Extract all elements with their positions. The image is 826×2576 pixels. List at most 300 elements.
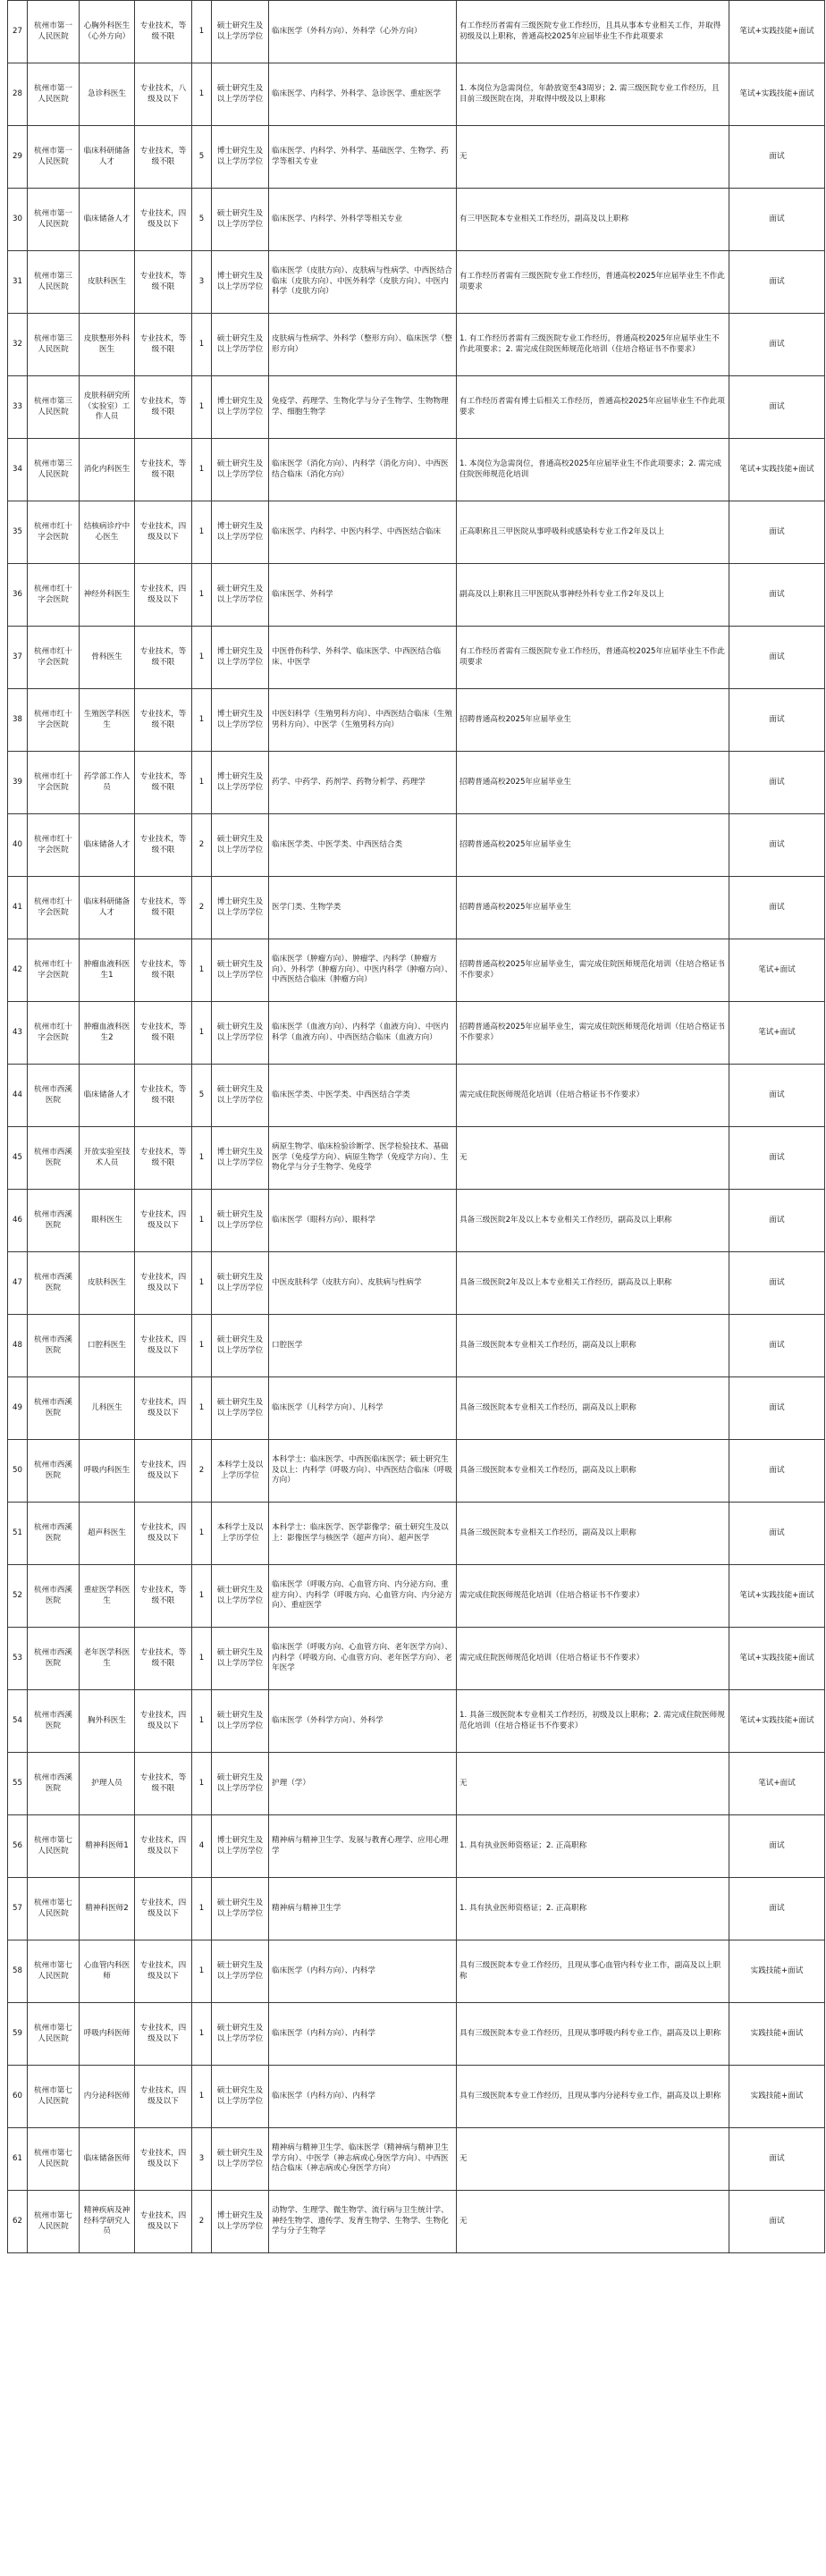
cell-education: 博士研究生及以上学历学位	[212, 752, 269, 814]
cell-exam-method: 面试	[729, 2128, 825, 2191]
cell-unit: 杭州市红十字会医院	[28, 627, 80, 689]
cell-education: 博士研究生及以上学历学位	[212, 2191, 269, 2253]
cell-post-type: 专业技术，等级不限	[135, 1, 192, 63]
cell-number: 57	[8, 1878, 28, 1940]
cell-post-name: 皮肤整形外科医生	[80, 314, 135, 376]
cell-post-name: 肿瘤血液科医生1	[80, 939, 135, 1002]
cell-exam-method: 实践技能+面试	[729, 2066, 825, 2128]
cell-requirements: 1. 本岗位为急需岗位，普通高校2025年应届毕业生不作此项要求；2. 需完成住院医师规范化培训	[457, 439, 729, 501]
cell-number: 33	[8, 376, 28, 439]
cell-headcount: 1	[192, 2066, 212, 2128]
cell-post-name: 胸外科医生	[80, 1690, 135, 1753]
cell-number: 53	[8, 1628, 28, 1690]
cell-post-type: 专业技术，等级不限	[135, 814, 192, 877]
cell-post-type: 专业技术，等级不限	[135, 1753, 192, 1815]
cell-education: 硕士研究生及以上学历学位	[212, 1565, 269, 1628]
cell-requirements: 招聘普通高校2025年应届毕业生	[457, 752, 729, 814]
cell-post-name: 皮肤科医生	[80, 251, 135, 314]
cell-headcount: 1	[192, 1315, 212, 1377]
cell-post-name: 重症医学科医生	[80, 1565, 135, 1628]
cell-education: 硕士研究生及以上学历学位	[212, 314, 269, 376]
cell-unit: 杭州市西溪医院	[28, 1377, 80, 1440]
cell-major: 病原生物学、临床检验诊断学、医学检验技术、基础医学（免疫学方向）、病原生物学（免疫学方向）、生物化学与分子生物学、免疫学	[269, 1127, 457, 1190]
cell-headcount: 4	[192, 1815, 212, 1878]
cell-number: 60	[8, 2066, 28, 2128]
cell-major: 临床医学、内科学、外科学、基础医学、生物学、药学等相关专业	[269, 126, 457, 189]
table-row	[8, 439, 825, 501]
cell-education: 硕士研究生及以上学历学位	[212, 63, 269, 126]
cell-education: 硕士研究生及以上学历学位	[212, 1628, 269, 1690]
cell-education: 硕士研究生及以上学历学位	[212, 939, 269, 1002]
cell-exam-method: 面试	[729, 752, 825, 814]
cell-education: 硕士研究生及以上学历学位	[212, 1315, 269, 1377]
cell-unit: 杭州市第七人民医院	[28, 2191, 80, 2253]
cell-education: 本科学士及以上学历学位	[212, 1440, 269, 1503]
cell-headcount: 1	[192, 63, 212, 126]
cell-post-type: 专业技术，等级不限	[135, 251, 192, 314]
cell-headcount: 1	[192, 564, 212, 627]
cell-requirements: 需完成住院医师规范化培训（住培合格证书不作要求）	[457, 1628, 729, 1690]
cell-education: 硕士研究生及以上学历学位	[212, 1002, 269, 1065]
cell-exam-method: 面试	[729, 877, 825, 939]
cell-requirements: 1. 具有执业医师资格证；2. 正高职称	[457, 1815, 729, 1878]
cell-post-type: 专业技术，四级及以下	[135, 2128, 192, 2191]
cell-major: 临床医学（肿瘤方向）、肿瘤学、内科学（肿瘤方向）、外科学（肿瘤方向）、中医内科学（肿瘤方向）、中西医结合临床（肿瘤方向）	[269, 939, 457, 1002]
cell-number: 41	[8, 877, 28, 939]
cell-post-name: 心胸外科医生（心外方向）	[80, 1, 135, 63]
cell-post-type: 专业技术，四级及以下	[135, 2066, 192, 2128]
cell-unit: 杭州市西溪医院	[28, 1127, 80, 1190]
cell-post-name: 消化内科医生	[80, 439, 135, 501]
cell-exam-method: 面试	[729, 1252, 825, 1315]
cell-number: 62	[8, 2191, 28, 2253]
table-body	[8, 1, 825, 2253]
cell-unit: 杭州市西溪医院	[28, 1315, 80, 1377]
cell-post-type: 专业技术，四级及以下	[135, 1878, 192, 1940]
cell-requirements: 有三甲医院本专业相关工作经历，副高及以上职称	[457, 189, 729, 251]
cell-number: 35	[8, 501, 28, 564]
table-row	[8, 63, 825, 126]
cell-requirements: 1. 具备三级医院本专业相关工作经历，初级及以上职称；2. 需完成住院医师规范化培训（住培合格证书不作要求）	[457, 1690, 729, 1753]
cell-number: 32	[8, 314, 28, 376]
cell-number: 42	[8, 939, 28, 1002]
cell-headcount: 1	[192, 1690, 212, 1753]
cell-major: 动物学、生理学、微生物学、流行病与卫生统计学、神经生物学、遗传学、发育生物学、生物学、生物化学与分子生物学	[269, 2191, 457, 2253]
table-row	[8, 1440, 825, 1503]
cell-unit: 杭州市第一人民医院	[28, 63, 80, 126]
table-row	[8, 689, 825, 752]
cell-post-type: 专业技术，等级不限	[135, 314, 192, 376]
table-row	[8, 314, 825, 376]
cell-headcount: 1	[192, 1753, 212, 1815]
cell-requirements: 具有三级医院本专业工作经历，且现从事内分泌科专业工作，副高及以上职称	[457, 2066, 729, 2128]
cell-education: 博士研究生及以上学历学位	[212, 376, 269, 439]
table-row	[8, 877, 825, 939]
cell-exam-method: 实践技能+面试	[729, 2003, 825, 2066]
cell-unit: 杭州市西溪医院	[28, 1690, 80, 1753]
table-row	[8, 2066, 825, 2128]
cell-unit: 杭州市第七人民医院	[28, 1815, 80, 1878]
cell-exam-method: 面试	[729, 251, 825, 314]
cell-post-name: 急诊科医生	[80, 63, 135, 126]
cell-post-type: 专业技术，等级不限	[135, 1002, 192, 1065]
table-row	[8, 1315, 825, 1377]
table-row	[8, 1565, 825, 1628]
cell-number: 34	[8, 439, 28, 501]
cell-major: 临床医学（内科方向）、内科学	[269, 2066, 457, 2128]
cell-unit: 杭州市第七人民医院	[28, 1878, 80, 1940]
cell-exam-method: 笔试+面试	[729, 1002, 825, 1065]
cell-exam-method: 面试	[729, 189, 825, 251]
cell-major: 精神病与精神卫生学、发展与教育心理学、应用心理学	[269, 1815, 457, 1878]
cell-post-name: 护理人员	[80, 1753, 135, 1815]
cell-number: 61	[8, 2128, 28, 2191]
cell-major: 中医皮肤科学（皮肤方向）、皮肤病与性病学	[269, 1252, 457, 1315]
cell-major: 精神病与精神卫生学	[269, 1878, 457, 1940]
cell-exam-method: 笔试+面试	[729, 939, 825, 1002]
cell-exam-method: 面试	[729, 1503, 825, 1565]
cell-education: 硕士研究生及以上学历学位	[212, 2003, 269, 2066]
cell-exam-method: 面试	[729, 1440, 825, 1503]
cell-exam-method: 笔试+实践技能+面试	[729, 63, 825, 126]
cell-major: 临床医学（呼吸方向、心血管方向、老年医学方向）、内科学（呼吸方向、心血管方向、老年医学方向）、老年医学	[269, 1628, 457, 1690]
cell-requirements: 无	[457, 2191, 729, 2253]
cell-post-type: 专业技术，四级及以下	[135, 1315, 192, 1377]
cell-major: 本科学士：临床医学、医学影像学；硕士研究生及以上：影像医学与核医学（超声方向）、超声医学	[269, 1503, 457, 1565]
cell-education: 博士研究生及以上学历学位	[212, 1815, 269, 1878]
cell-unit: 杭州市第七人民医院	[28, 2128, 80, 2191]
cell-unit: 杭州市西溪医院	[28, 1065, 80, 1127]
cell-number: 28	[8, 63, 28, 126]
table-row	[8, 501, 825, 564]
cell-post-type: 专业技术，四级及以下	[135, 1503, 192, 1565]
cell-requirements: 具有三级医院本专业工作经历，且现从事呼吸内科专业工作，副高及以上职称	[457, 2003, 729, 2066]
cell-post-type: 专业技术，四级及以下	[135, 1190, 192, 1252]
cell-requirements: 招聘普通高校2025年应届毕业生	[457, 814, 729, 877]
cell-headcount: 1	[192, 376, 212, 439]
cell-post-type: 专业技术，四级及以下	[135, 1252, 192, 1315]
cell-major: 临床医学（皮肤方向）、皮肤病与性病学、中西医结合临床（皮肤方向）、中医外科学（皮肤方向）、中医内科学（皮肤方向）	[269, 251, 457, 314]
cell-unit: 杭州市第三人民医院	[28, 376, 80, 439]
cell-requirements: 有工作经历者需有三级医院专业工作经历，且具从事本专业相关工作，并取得初级及以上职称，普通高校2025年应届毕业生不作此项要求	[457, 1, 729, 63]
cell-number: 39	[8, 752, 28, 814]
cell-post-name: 神经外科医生	[80, 564, 135, 627]
cell-unit: 杭州市西溪医院	[28, 1440, 80, 1503]
cell-post-type: 专业技术，等级不限	[135, 689, 192, 752]
cell-number: 54	[8, 1690, 28, 1753]
cell-exam-method: 笔试+实践技能+面试	[729, 1565, 825, 1628]
cell-major: 临床医学、内科学、外科学、急诊医学、重症医学	[269, 63, 457, 126]
cell-major: 皮肤病与性病学、外科学（整形方向）、临床医学（整形方向）	[269, 314, 457, 376]
cell-requirements: 1. 本岗位为急需岗位，年龄放宽至43周岁；2. 需三级医院专业工作经历，且目前三级医院在岗，并取得中级及以上职称	[457, 63, 729, 126]
cell-exam-method: 笔试+面试	[729, 1753, 825, 1815]
cell-unit: 杭州市第三人民医院	[28, 439, 80, 501]
cell-unit: 杭州市第七人民医院	[28, 1940, 80, 2003]
cell-unit: 杭州市红十字会医院	[28, 501, 80, 564]
cell-requirements: 具备三级医院本专业相关工作经历，副高及以上职称	[457, 1503, 729, 1565]
cell-number: 30	[8, 189, 28, 251]
cell-major: 临床医学（血液方向）、内科学（血液方向）、中医内科学（血液方向）、中西医结合临床（血液方向）	[269, 1002, 457, 1065]
table-row	[8, 1878, 825, 1940]
table-row	[8, 1940, 825, 2003]
table-row	[8, 752, 825, 814]
cell-number: 56	[8, 1815, 28, 1878]
cell-requirements: 具备三级医院本专业相关工作经历，副高及以上职称	[457, 1440, 729, 1503]
cell-unit: 杭州市西溪医院	[28, 1503, 80, 1565]
cell-requirements: 1. 有工作经历者需有三级医院专业工作经历，普通高校2025年应届毕业生不作此项要求；2. 需完成住院医师规范化培训（住培合格证书不作要求）	[457, 314, 729, 376]
cell-unit: 杭州市红十字会医院	[28, 689, 80, 752]
cell-post-type: 专业技术，四级及以下	[135, 1940, 192, 2003]
cell-post-type: 专业技术，四级及以下	[135, 1815, 192, 1878]
cell-unit: 杭州市红十字会医院	[28, 814, 80, 877]
cell-headcount: 1	[192, 501, 212, 564]
cell-number: 45	[8, 1127, 28, 1190]
table-row	[8, 2191, 825, 2253]
table-row	[8, 939, 825, 1002]
cell-number: 55	[8, 1753, 28, 1815]
cell-exam-method: 面试	[729, 1878, 825, 1940]
cell-major: 临床医学类、中医学类、中西医结合学类	[269, 1065, 457, 1127]
cell-education: 硕士研究生及以上学历学位	[212, 1690, 269, 1753]
cell-post-name: 老年医学科医生	[80, 1628, 135, 1690]
cell-post-name: 结核病诊疗中心医生	[80, 501, 135, 564]
cell-major: 临床医学（内科方向）、内科学	[269, 2003, 457, 2066]
cell-requirements: 招聘普通高校2025年应届毕业生	[457, 877, 729, 939]
cell-number: 46	[8, 1190, 28, 1252]
cell-headcount: 1	[192, 939, 212, 1002]
cell-post-name: 儿科医生	[80, 1377, 135, 1440]
cell-education: 博士研究生及以上学历学位	[212, 501, 269, 564]
cell-major: 临床医学、外科学	[269, 564, 457, 627]
cell-education: 硕士研究生及以上学历学位	[212, 2066, 269, 2128]
cell-post-type: 专业技术，等级不限	[135, 1565, 192, 1628]
cell-post-name: 临床科研储备人才	[80, 126, 135, 189]
cell-post-name: 临床科研储备人才	[80, 877, 135, 939]
cell-post-name: 皮肤科研究所（实验室）工作人员	[80, 376, 135, 439]
cell-post-type: 专业技术，等级不限	[135, 627, 192, 689]
cell-exam-method: 面试	[729, 564, 825, 627]
cell-education: 博士研究生及以上学历学位	[212, 126, 269, 189]
cell-unit: 杭州市红十字会医院	[28, 939, 80, 1002]
cell-unit: 杭州市第三人民医院	[28, 251, 80, 314]
table-row	[8, 126, 825, 189]
table-row	[8, 1, 825, 63]
cell-unit: 杭州市西溪医院	[28, 1252, 80, 1315]
cell-post-type: 专业技术，四级及以下	[135, 2191, 192, 2253]
table-row	[8, 1065, 825, 1127]
cell-headcount: 1	[192, 2003, 212, 2066]
cell-exam-method: 面试	[729, 1815, 825, 1878]
table-row	[8, 1127, 825, 1190]
cell-unit: 杭州市红十字会医院	[28, 1002, 80, 1065]
cell-post-name: 超声科医生	[80, 1503, 135, 1565]
cell-headcount: 2	[192, 2191, 212, 2253]
cell-exam-method: 面试	[729, 314, 825, 376]
cell-post-name: 临床储备医师	[80, 2128, 135, 2191]
cell-exam-method: 实践技能+面试	[729, 1940, 825, 2003]
cell-major: 中医骨伤科学、外科学、临床医学、中西医结合临床、中医学	[269, 627, 457, 689]
cell-post-type: 专业技术，等级不限	[135, 439, 192, 501]
cell-post-name: 内分泌科医师	[80, 2066, 135, 2128]
cell-unit: 杭州市第七人民医院	[28, 2003, 80, 2066]
cell-number: 29	[8, 126, 28, 189]
cell-headcount: 1	[192, 1, 212, 63]
cell-major: 临床医学（呼吸方向、心血管方向、内分泌方向、重症方向）、内科学（呼吸方向、心血管方向、内分泌方向）、重症医学	[269, 1565, 457, 1628]
cell-major: 医学门类、生物学类	[269, 877, 457, 939]
cell-unit: 杭州市第七人民医院	[28, 2066, 80, 2128]
cell-post-name: 口腔科医生	[80, 1315, 135, 1377]
cell-post-name: 骨科医生	[80, 627, 135, 689]
cell-headcount: 1	[192, 1565, 212, 1628]
cell-major: 临床医学（眼科方向）、眼科学	[269, 1190, 457, 1252]
cell-major: 临床医学（内科方向）、内科学	[269, 1940, 457, 2003]
cell-post-type: 专业技术，四级及以下	[135, 564, 192, 627]
cell-education: 硕士研究生及以上学历学位	[212, 1940, 269, 2003]
cell-post-name: 精神疾病及神经科学研究人员	[80, 2191, 135, 2253]
cell-education: 硕士研究生及以上学历学位	[212, 814, 269, 877]
cell-unit: 杭州市第三人民医院	[28, 314, 80, 376]
table-row	[8, 1690, 825, 1753]
cell-major: 临床医学（消化方向）、内科学（消化方向）、中西医结合临床（消化方向）	[269, 439, 457, 501]
cell-headcount: 1	[192, 1377, 212, 1440]
cell-requirements: 具备三级医院2年及以上本专业相关工作经历，副高及以上职称	[457, 1190, 729, 1252]
cell-post-name: 精神科医师1	[80, 1815, 135, 1878]
cell-post-name: 眼科医生	[80, 1190, 135, 1252]
cell-post-name: 临床储备人才	[80, 1065, 135, 1127]
cell-headcount: 2	[192, 1440, 212, 1503]
cell-headcount: 5	[192, 1065, 212, 1127]
cell-post-name: 精神科医师2	[80, 1878, 135, 1940]
cell-headcount: 1	[192, 1628, 212, 1690]
cell-education: 硕士研究生及以上学历学位	[212, 1377, 269, 1440]
cell-number: 37	[8, 627, 28, 689]
cell-post-type: 专业技术，四级及以下	[135, 1377, 192, 1440]
cell-post-name: 呼吸内科医师	[80, 2003, 135, 2066]
cell-unit: 杭州市红十字会医院	[28, 564, 80, 627]
cell-education: 硕士研究生及以上学历学位	[212, 1252, 269, 1315]
cell-headcount: 5	[192, 126, 212, 189]
cell-education: 硕士研究生及以上学历学位	[212, 2128, 269, 2191]
cell-education: 硕士研究生及以上学历学位	[212, 564, 269, 627]
cell-major: 临床医学（儿科学方向）、儿科学	[269, 1377, 457, 1440]
cell-requirements: 无	[457, 126, 729, 189]
cell-number: 36	[8, 564, 28, 627]
cell-unit: 杭州市第一人民医院	[28, 126, 80, 189]
cell-number: 52	[8, 1565, 28, 1628]
cell-education: 博士研究生及以上学历学位	[212, 627, 269, 689]
cell-post-name: 临床储备人才	[80, 189, 135, 251]
cell-headcount: 1	[192, 1127, 212, 1190]
cell-education: 硕士研究生及以上学历学位	[212, 1878, 269, 1940]
cell-number: 38	[8, 689, 28, 752]
cell-post-type: 专业技术，等级不限	[135, 877, 192, 939]
cell-requirements: 需完成住院医师规范化培训（住培合格证书不作要求）	[457, 1565, 729, 1628]
cell-major: 药学、中药学、药剂学、药物分析学、药理学	[269, 752, 457, 814]
cell-requirements: 正高职称且三甲医院从事呼吸科或感染科专业工作2年及以上	[457, 501, 729, 564]
cell-major: 临床医学（外科学方向）、外科学	[269, 1690, 457, 1753]
cell-education: 博士研究生及以上学历学位	[212, 877, 269, 939]
cell-number: 59	[8, 2003, 28, 2066]
cell-number: 49	[8, 1377, 28, 1440]
cell-headcount: 1	[192, 1252, 212, 1315]
cell-requirements: 具备三级医院本专业相关工作经历，副高及以上职称	[457, 1377, 729, 1440]
cell-headcount: 2	[192, 877, 212, 939]
cell-post-name: 呼吸内科医生	[80, 1440, 135, 1503]
cell-unit: 杭州市红十字会医院	[28, 877, 80, 939]
cell-post-type: 专业技术，八级及以下	[135, 63, 192, 126]
cell-requirements: 需完成住院医师规范化培训（住培合格证书不作要求）	[457, 1065, 729, 1127]
cell-number: 50	[8, 1440, 28, 1503]
table-row	[8, 2003, 825, 2066]
cell-headcount: 1	[192, 627, 212, 689]
cell-unit: 杭州市红十字会医院	[28, 752, 80, 814]
table-row	[8, 1002, 825, 1065]
table-row	[8, 2128, 825, 2191]
cell-headcount: 1	[192, 1878, 212, 1940]
cell-major: 临床医学类、中医学类、中西医结合类	[269, 814, 457, 877]
cell-exam-method: 面试	[729, 1315, 825, 1377]
cell-post-name: 开放实验室技术人员	[80, 1127, 135, 1190]
cell-requirements: 1. 具有执业医师资格证；2. 正高职称	[457, 1878, 729, 1940]
cell-major: 免疫学、药理学、生物化学与分子生物学、生物物理学、细胞生物学	[269, 376, 457, 439]
cell-requirements: 具备三级医院本专业相关工作经历，副高及以上职称	[457, 1315, 729, 1377]
cell-requirements: 招聘普通高校2025年应届毕业生	[457, 689, 729, 752]
cell-major: 护理（学）	[269, 1753, 457, 1815]
cell-education: 硕士研究生及以上学历学位	[212, 1065, 269, 1127]
cell-requirements: 无	[457, 1753, 729, 1815]
cell-exam-method: 面试	[729, 1190, 825, 1252]
cell-exam-method: 面试	[729, 1127, 825, 1190]
cell-unit: 杭州市第一人民医院	[28, 1, 80, 63]
cell-exam-method: 面试	[729, 126, 825, 189]
cell-major: 临床医学、内科学、外科学等相关专业	[269, 189, 457, 251]
cell-headcount: 2	[192, 814, 212, 877]
cell-exam-method: 面试	[729, 814, 825, 877]
cell-post-type: 专业技术，四级及以下	[135, 501, 192, 564]
cell-requirements: 有工作经历者需有三级医院专业工作经历，普通高校2025年应届毕业生不作此项要求	[457, 627, 729, 689]
cell-exam-method: 面试	[729, 376, 825, 439]
cell-exam-method: 笔试+实践技能+面试	[729, 1690, 825, 1753]
cell-number: 51	[8, 1503, 28, 1565]
cell-major: 临床医学（外科方向）、外科学（心外方向）	[269, 1, 457, 63]
recruitment-table	[7, 0, 825, 2253]
cell-post-type: 专业技术，等级不限	[135, 376, 192, 439]
cell-exam-method: 笔试+实践技能+面试	[729, 439, 825, 501]
cell-post-type: 专业技术，等级不限	[135, 939, 192, 1002]
cell-number: 31	[8, 251, 28, 314]
cell-number: 58	[8, 1940, 28, 2003]
cell-education: 本科学士及以上学历学位	[212, 1503, 269, 1565]
cell-requirements: 具有三级医院本专业工作经历，且现从事心血管内科专业工作，副高及以上职称	[457, 1940, 729, 2003]
cell-exam-method: 面试	[729, 501, 825, 564]
cell-post-name: 药学部工作人员	[80, 752, 135, 814]
cell-post-type: 专业技术，等级不限	[135, 1065, 192, 1127]
table-row	[8, 814, 825, 877]
cell-requirements: 有工作经历者需有博士后相关工作经历，普通高校2025年应届毕业生不作此项要求	[457, 376, 729, 439]
cell-headcount: 1	[192, 1190, 212, 1252]
cell-requirements: 无	[457, 1127, 729, 1190]
cell-education: 博士研究生及以上学历学位	[212, 251, 269, 314]
table-row	[8, 1252, 825, 1315]
cell-exam-method: 面试	[729, 1377, 825, 1440]
cell-headcount: 1	[192, 1503, 212, 1565]
cell-number: 48	[8, 1315, 28, 1377]
cell-number: 40	[8, 814, 28, 877]
table-row	[8, 1503, 825, 1565]
cell-exam-method: 面试	[729, 1065, 825, 1127]
cell-unit: 杭州市西溪医院	[28, 1190, 80, 1252]
cell-headcount: 1	[192, 689, 212, 752]
